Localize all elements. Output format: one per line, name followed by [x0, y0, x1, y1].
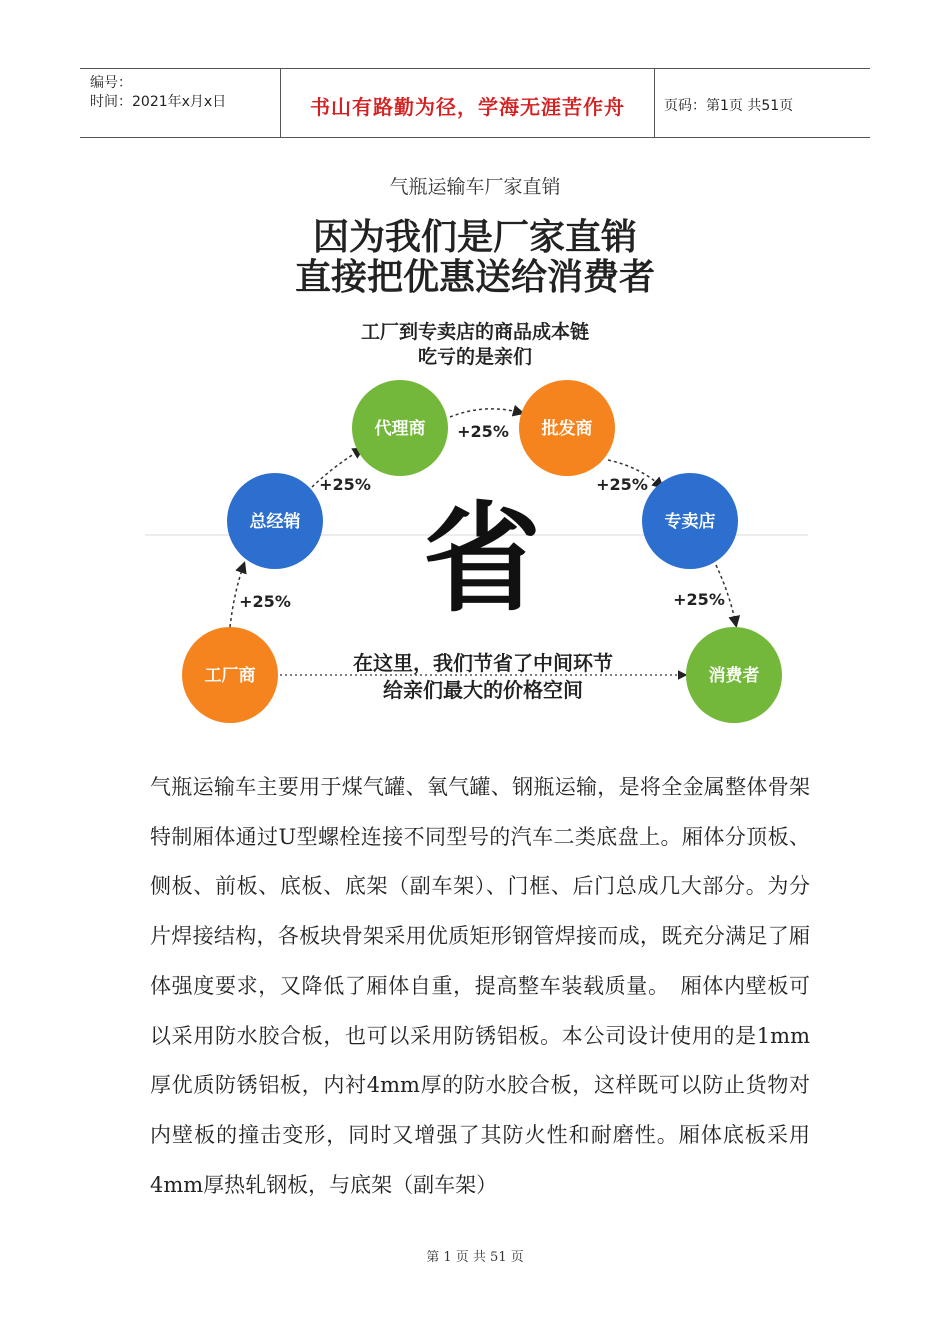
node-factory: [182, 627, 278, 723]
body-paragraph: 气瓶运输车主要用于煤气罐、氧气罐、钢瓶运输，是将全金属整体骨架特制厢体通过U型螺栓连接不同型号的汽车二类底盘上。厢体分顶板、侧板、前板、底板、底架（副车架）、门框、后门总成几大部分。为分片焊接结构，各板块骨架采用优质矩形钢管焊接而成，既充分满足了厢体强度要求，又降低了厢体自重，提高整车装载质量。 厢体内壁板可以采用防水胶合板，也可以采用防锈铝板。本公司设计使用的是1mm厚优质防锈铝板，内衬4mm厚的防水胶合板，这样既可以防止货物对内壁板的撞击变形，同时又增强了其防火性和耐磨性。厢体底板采用4mm厚热轧钢板，与底架（副车架）: [150, 775, 810, 1197]
document-title: 气瓶运输车厂家直销: [389, 176, 561, 198]
node-distributor-label: 总经销: [249, 512, 301, 532]
node-agent-label: 代理商: [374, 419, 426, 439]
header-meta-cell: [80, 69, 280, 137]
node-factory-label: 工厂商: [204, 666, 256, 686]
document-header: [80, 68, 870, 138]
header-motto: 书山有路勤为径，学海无涯苦作舟: [310, 95, 625, 119]
node-store: [642, 473, 738, 569]
markup-label-2: +25%: [319, 475, 371, 494]
header-page-cell: [654, 69, 870, 137]
node-wholesaler: [519, 380, 615, 476]
node-consumer: [686, 627, 782, 723]
header-motto-cell: [280, 69, 655, 137]
center-save-character: 省: [422, 490, 542, 628]
node-consumer-label: 消费者: [708, 666, 760, 686]
node-distributor: [227, 473, 323, 569]
infographic-svg: [140, 205, 810, 725]
arrow-agent-to-wholesaler: [450, 409, 522, 417]
markup-label-1: +25%: [239, 592, 291, 611]
markup-label-4: +25%: [596, 475, 648, 494]
markup-label-5: +25%: [673, 590, 725, 609]
subheading-line-2: 吃亏的是亲们: [417, 346, 533, 368]
header-page-info: 页码：第1页 共51页: [664, 98, 794, 114]
node-agent: [352, 380, 448, 476]
node-store-label: 专卖店: [664, 512, 716, 532]
page-footer: 第 1 页 共 51 页: [426, 1250, 524, 1265]
headline-line-2: 直接把优惠送给消费者: [294, 257, 656, 298]
markup-label-3: +25%: [457, 422, 509, 441]
subheading-line-1: 工厂到专卖店的商品成本链: [360, 321, 590, 343]
headline-line-1: 因为我们是厂家直销: [312, 217, 638, 258]
bottom-caption-line-1: 在这里，我们节省了中间环节: [353, 651, 613, 675]
time-label: 时间：2021年x月x日: [90, 94, 227, 110]
number-label: 编号：: [90, 75, 132, 91]
node-wholesaler-label: 批发商: [541, 419, 593, 439]
price-chain-infographic: [140, 205, 810, 725]
bottom-caption-line-2: 给亲们最大的价格空间: [383, 678, 583, 702]
